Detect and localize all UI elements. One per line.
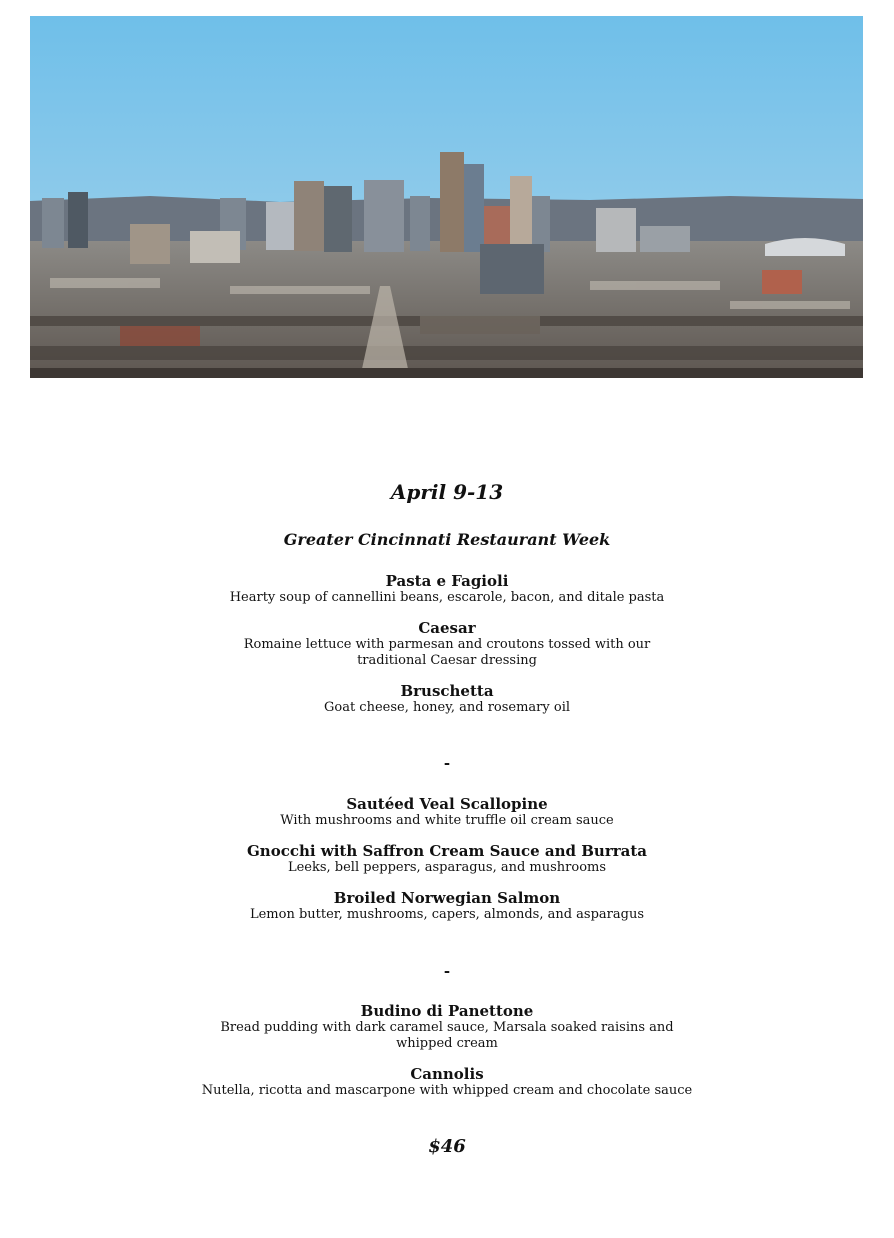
course-separator: - bbox=[443, 754, 451, 772]
dish-name: Broiled Norwegian Salmon bbox=[333, 889, 561, 907]
menu-date: April 9-13 bbox=[390, 480, 504, 504]
dish-item bbox=[0, 889, 894, 923]
dish-item bbox=[0, 619, 894, 682]
dish-name: Sautéed Veal Scallopine bbox=[346, 795, 548, 813]
dish-item bbox=[0, 842, 894, 889]
course-desserts bbox=[0, 1002, 894, 1099]
dish-description: Lemon butter, mushrooms, capers, almonds, and asparagus bbox=[249, 907, 645, 922]
dish-description: Bread pudding with dark caramel sauce, Marsala soaked raisins and whipped cream bbox=[220, 1020, 674, 1051]
dish-name: Cannolis bbox=[410, 1065, 484, 1083]
dish-description: Nutella, ricotta and mascarpone with whipped cream and chocolate sauce bbox=[201, 1083, 693, 1098]
dish-item bbox=[0, 572, 894, 619]
dish-name: Gnocchi with Saffron Cream Sauce and Burrata bbox=[246, 842, 648, 860]
dish-description: Romaine lettuce with parmesan and croutons tossed with our traditional Caesar dressing bbox=[243, 637, 651, 668]
dish-name: Pasta e Fagioli bbox=[385, 572, 509, 590]
menu-price: $46 bbox=[428, 1136, 466, 1157]
course-mains bbox=[0, 795, 894, 923]
dish-item bbox=[0, 795, 894, 842]
dish-name: Bruschetta bbox=[400, 682, 494, 700]
dish-item bbox=[0, 1002, 894, 1065]
dish-description: With mushrooms and white truffle oil cream sauce bbox=[280, 813, 614, 828]
city-skyline-photo bbox=[30, 16, 863, 378]
event-title: Greater Cincinnati Restaurant Week bbox=[283, 530, 611, 549]
course-starters bbox=[0, 572, 894, 716]
dish-description: Goat cheese, honey, and rosemary oil bbox=[323, 700, 571, 715]
dish-description: Hearty soup of cannellini beans, escarole, bacon, and ditale pasta bbox=[229, 590, 665, 605]
skyline-illustration bbox=[30, 16, 863, 378]
dish-description: Leeks, bell peppers, asparagus, and mushrooms bbox=[287, 860, 607, 875]
course-separator: - bbox=[443, 962, 451, 980]
dish-name: Budino di Panettone bbox=[360, 1002, 534, 1020]
dish-item bbox=[0, 682, 894, 716]
dish-name: Caesar bbox=[418, 619, 476, 637]
dish-item bbox=[0, 1065, 894, 1099]
